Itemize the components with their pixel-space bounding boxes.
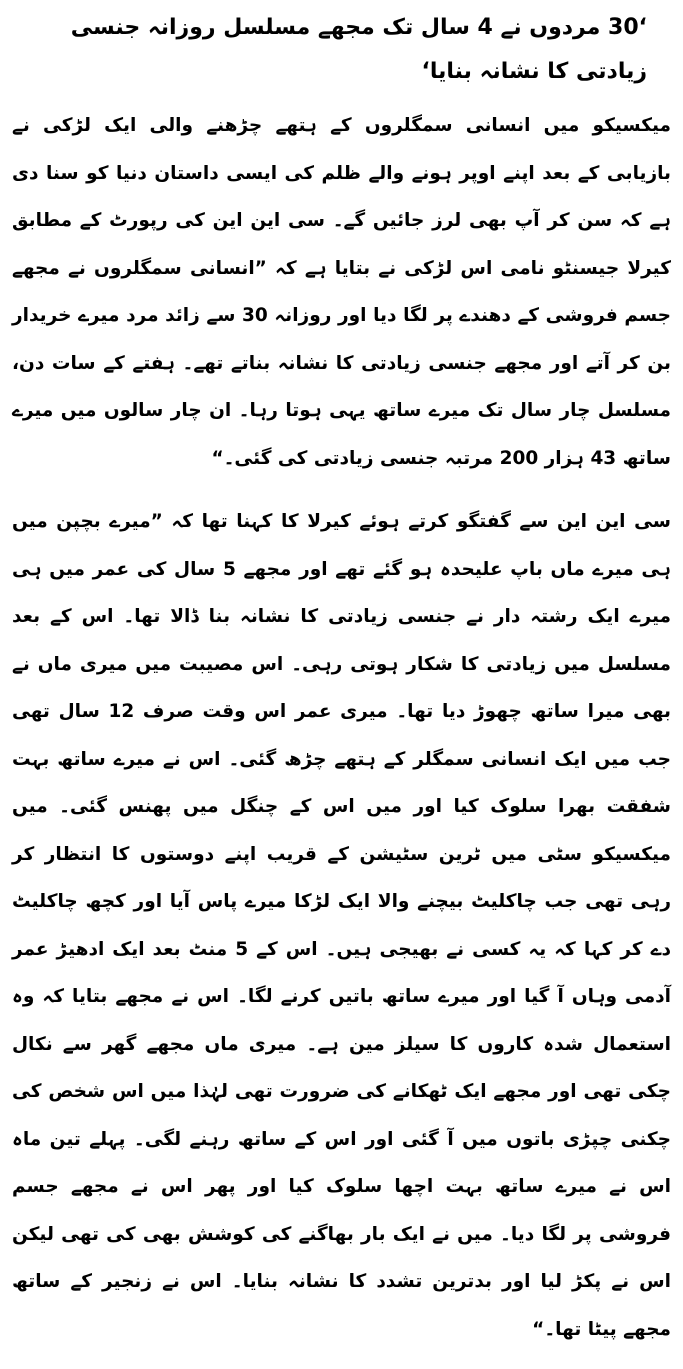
article-paragraph-interview: سی این این سے گفتگو کرتے ہوئے کیرلا کا کہنا تھا کہ ”میرے بچپن میں ہی میرے ماں باپ علیحدہ ہو گئے تھے اور مجھے 5 سال کی عمر میں ہی میرے ایک رشتہ دار نے جنسی زیادتی کا نشانہ بنا ڈالا تھا۔ اس کے بعد مسلسل میں زیادتی کا شکار ہوتی رہی۔ اس مصیبت میں میری ماں نے بھی میرا ساتھ چھوڑ دیا تھا۔ میری عمر اس وقت صرف 12 سال تھی جب میں ایک انسانی سمگلر کے ہتھے چڑھ گئی۔ اس نے میرے ساتھ بہت شفقت بھرا سلوک کیا اور میں اس کے چنگل میں پھنس گئی۔ میں میکسیکو سٹی میں ٹرین سٹیشن کے قریب اپنے دوستوں کا انتظار کر رہی تھی جب چاکلیٹ بیچنے والا ایک لڑکا میرے پاس آیا اور کچھ چاکلیٹ دے کر کہا کہ یہ کسی نے بھیجی ہیں۔ اس کے 5 منٹ بعد ایک ادھیڑ عمر آدمی وہاں آ گیا اور میرے ساتھ باتیں کرنے لگا۔ اس نے مجھے بتایا کہ وہ استعمال شدہ کاروں کا سیلز مین ہے۔ میری ماں مجھے گھر سے نکال چکی تھی اور مجھے ایک ٹھکانے کی ضرورت تھی لہٰذا میں اس شخص کی چکنی چپڑی باتوں میں آ گئی اور اس کے ساتھ رہنے لگی۔ پہلے تین ماہ اس نے میرے ساتھ بہت اچھا سلوک کیا اور پھر اس نے مجھے جسم فروشی پر لگا دیا۔ میں نے ایک بار بھاگنے کی کوشش بھی کی تھی لیکن اس نے پکڑ لیا اور بدترین تشدد کا نشانہ بنایا۔ اس نے زنجیر کے ساتھ مجھے پیٹا تھا۔“ — [12, 511, 672, 1340]
article-paragraph-intro: میکسیکو میں انسانی سمگلروں کے ہتھے چڑھنے والی ایک لڑکی نے بازیابی کے بعد اپنے اوپر ہونے والے ظلم کی ایسی داستان دنیا کو سنا دی ہے کہ سن کر آپ بھی لرز جائیں گے۔ سی این این کی رپورٹ کے مطابق کیرلا جیسنٹو نامی اس لڑکی نے بتایا ہے کہ ”انسانی سمگلروں نے مجھے جسم فروشی کے دھندے پر لگا دیا اور روزانہ 30 سے زائد مرد میرے خریدار بن کر آتے اور مجھے جنسی زیادتی کا نشانہ بناتے تھے۔ ہفتے کے سات دن، مسلسل چار سال تک میرے ساتھ یہی ہوتا رہا۔ ان چار سالوں میں میرے ساتھ 43 ہزار 200 مرتبہ جنسی زیادتی کی گئی۔“ — [12, 115, 671, 469]
news-article — [12, 6, 671, 1369]
article-headline: ‘30 مردوں نے 4 سال تک مجھے مسلسل روزانہ جنسی زیادتی کا نشانہ بنایا‘ — [70, 15, 647, 84]
